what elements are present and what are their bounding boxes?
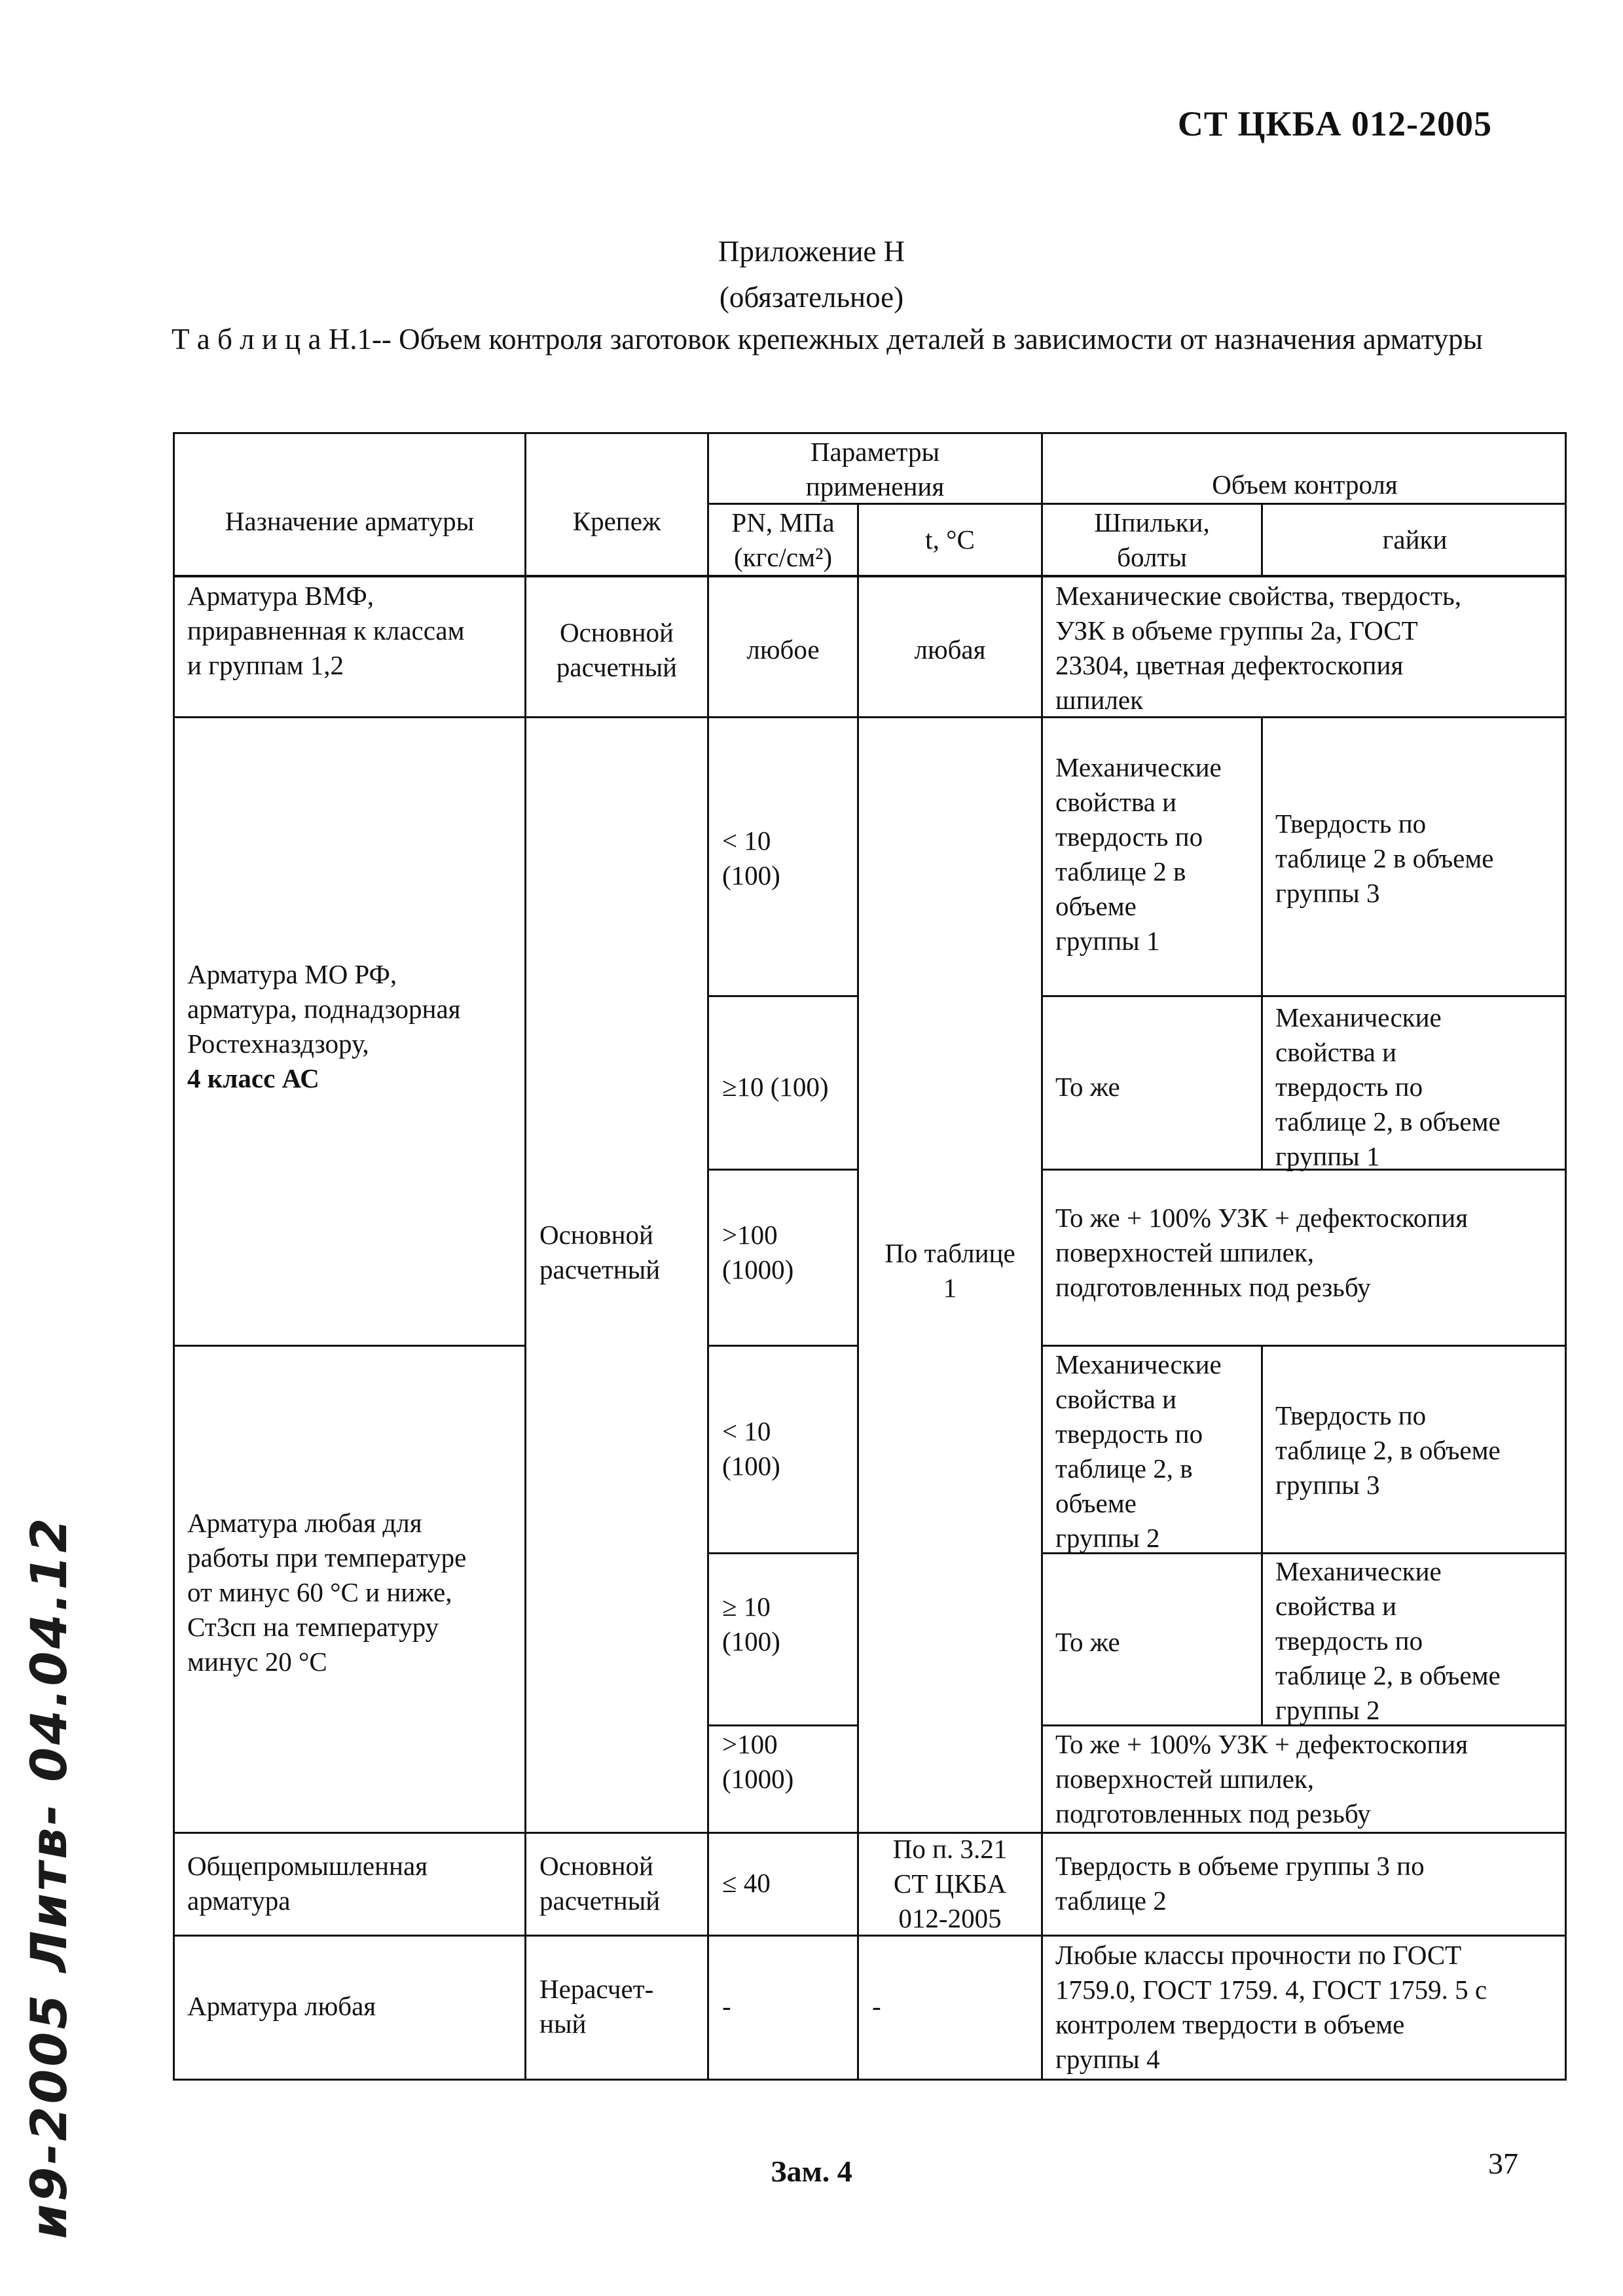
row-line-3b — [707, 1724, 857, 1726]
row4-temperature: По п. 3.21 СТ ЦКБА 012-2005 — [892, 1834, 1008, 1933]
row3-purpose: Арматура любая для работы при температуре от минус 60 °С и ниже, Ст3сп на температуру минус 20 °С — [187, 1508, 467, 1677]
header-temperature: t, °С — [925, 524, 975, 555]
row4-purpose: Общепромышленная арматура — [187, 1851, 428, 1916]
row-line-3 — [707, 1345, 857, 1347]
row1-purpose: Арматура ВМФ, приравненная к классам и группам 1,2 — [187, 581, 465, 680]
row4-pn: ≤ 40 — [722, 1868, 771, 1898]
row-line-3a — [707, 1552, 857, 1554]
row2c-pn: >100 (1000) — [722, 1220, 794, 1285]
row3b-nuts: Механические свойства и твердость по таблице 2, в объеме группы 2 — [1275, 1556, 1501, 1725]
col-divider-5b — [1261, 718, 1263, 1169]
header-scope-group: Объем контроля — [1212, 469, 1398, 500]
header-studs: Шпильки, болты — [1094, 507, 1210, 572]
row5-scope: Любые классы прочности по ГОСТ 1759.0, ГОСТ 1759. 4, ГОСТ 1759. 5 с контролем твердости в объеме группы 4 — [1055, 1940, 1487, 2074]
appendix-title: Приложение Н — [718, 235, 905, 268]
row3a-nuts: Твердость по таблице 2, в объеме группы 3 — [1275, 1400, 1501, 1500]
row3c-pn: >100 (1000) — [722, 1729, 794, 1794]
row5-pn: - — [722, 1991, 731, 2021]
header-pn: PN, МПа (кгс/см²) — [731, 507, 835, 572]
header-bottom-line — [173, 575, 1567, 577]
appendix-status: (обязательное) — [719, 281, 904, 314]
header-fastener: Крепеж — [572, 506, 661, 536]
row-line-3-purpose — [173, 1345, 524, 1347]
row3b-pn: ≥ 10 (100) — [722, 1592, 780, 1656]
row2-fastener: Основной расчетный — [539, 1220, 661, 1285]
row1-pn: любое — [746, 634, 820, 665]
row4-scope: Твердость в объеме группы 3 по таблице 2 — [1055, 1851, 1425, 1916]
row2b-studs: То же — [1055, 1072, 1120, 1102]
col-divider-5c — [1261, 1346, 1263, 1726]
row1-temperature: любая — [914, 634, 986, 665]
row2b-pn: ≥10 (100) — [722, 1072, 829, 1102]
change-label: Зам. 4 — [771, 2155, 852, 2188]
handwritten-margin-note: и9-2005 Литв- 04.04.12 — [20, 1515, 78, 2239]
header-params-group: Параметры применения — [805, 437, 945, 501]
row-line-3-scope — [1041, 1345, 1567, 1347]
row1-scope: Механические свойства, твердость, УЗК в объеме группы 2а, ГОСТ 23304, цветная дефектоскопия шпилек — [1055, 581, 1461, 715]
row5-fastener: Нерасчет- ный — [539, 1974, 654, 2039]
row3c-scope: То же + 100% УЗК + дефектоскопия поверхностей шпилек, подготовленных под резьбу — [1055, 1729, 1468, 1829]
document-code: СТ ЦКБА 012-2005 — [1177, 104, 1492, 143]
row2c-scope: То же + 100% УЗК + дефектоскопия поверхностей шпилек, подготовленных под резьбу — [1055, 1203, 1468, 1302]
row5-temperature: - — [872, 1991, 881, 2021]
row2-purpose — [187, 957, 521, 1096]
row-line-2b — [707, 1169, 857, 1171]
page-number: 37 — [1488, 2147, 1518, 2180]
table-caption: Т а б л и ц а Н.1-- Объем контроля заготовок крепежных деталей в зависимости от назначения арматуры — [172, 323, 1483, 355]
header-purpose: Назначение арматуры — [225, 506, 475, 536]
row3b-studs: То же — [1055, 1627, 1120, 1657]
row2-purpose-class: 4 класс АС — [187, 1063, 319, 1093]
row3a-studs: Механические свойства и твердость по таблице 2, в объеме группы 2 — [1055, 1349, 1222, 1553]
row2-temperature: По таблице 1 — [884, 1238, 1015, 1303]
header-subrow-line-scope — [1041, 503, 1567, 505]
row1-fastener: Основной расчетный — [556, 617, 678, 682]
row2b-nuts: Механические свойства и твердость по таблице 2, в объеме группы 1 — [1275, 1002, 1501, 1171]
row2-purpose-text: Арматура МО РФ, арматура, поднадзорная Ростехназдзору, — [187, 959, 461, 1059]
header-nuts: гайки — [1382, 524, 1448, 555]
row2a-nuts: Твердость по таблице 2 в объеме группы 3 — [1275, 809, 1494, 908]
row4-fastener: Основной расчетный — [539, 1851, 661, 1916]
row2a-studs: Механические свойства и твердость по таблице 2 в объеме группы 1 — [1055, 752, 1222, 956]
row-line-2a — [707, 995, 857, 997]
row-line-2a-scope — [1041, 995, 1567, 997]
row2a-pn: < 10 (100) — [722, 826, 780, 890]
row3a-pn: < 10 (100) — [722, 1416, 780, 1481]
row5-purpose: Арматура любая — [187, 1991, 376, 2021]
